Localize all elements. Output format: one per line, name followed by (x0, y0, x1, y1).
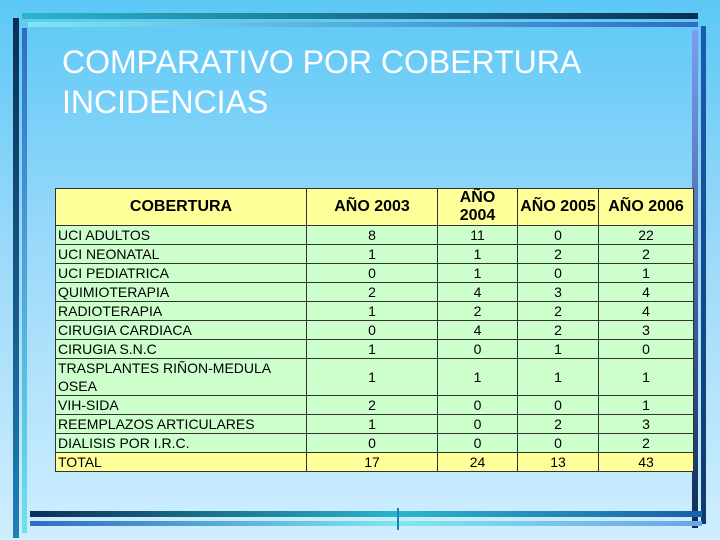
slide-title-line-1: COMPARATIVO POR COBERTURA (62, 44, 582, 80)
cell-2004: 1 (438, 245, 518, 264)
cell-2003: 0 (307, 321, 438, 340)
cell-2006: 2 (599, 434, 694, 453)
cell-2004: 0 (438, 340, 518, 359)
header-2006: AÑO 2006 (599, 189, 694, 226)
cell-2003: 8 (307, 226, 438, 245)
cell-2006: 2 (599, 245, 694, 264)
row-label: DIALISIS POR I.R.C. (56, 434, 307, 453)
row-label: UCI NEONATAL (56, 245, 307, 264)
row-label: VIH-SIDA (56, 396, 307, 415)
row-label: CIRUGIA S.N.C (56, 340, 307, 359)
header-2004: AÑO 2004 (438, 189, 518, 226)
frame-bar-bottom (30, 511, 702, 517)
frame-bar-right-outer (701, 26, 706, 524)
row-label: TRASPLANTES RIÑON-MEDULA OSEA (56, 359, 307, 396)
cell-2004: 0 (438, 434, 518, 453)
cell-2005: 1 (518, 359, 599, 396)
table-row (56, 245, 694, 264)
cell-2003: 2 (307, 396, 438, 415)
table-header-row (56, 189, 694, 226)
cell-2003: 1 (307, 245, 438, 264)
cell-2005: 2 (518, 415, 599, 434)
frame-tick (397, 508, 399, 530)
total-2006: 43 (599, 453, 694, 472)
cell-2005: 0 (518, 396, 599, 415)
cell-2003: 1 (307, 302, 438, 321)
cell-2006: 1 (599, 359, 694, 396)
cell-2004: 0 (438, 396, 518, 415)
cell-2006: 1 (599, 264, 694, 283)
table-row (56, 340, 694, 359)
frame-bar-bottom-inner (30, 521, 702, 526)
cell-2004: 1 (438, 359, 518, 396)
total-label: TOTAL (56, 453, 307, 472)
header-2003: AÑO 2003 (307, 189, 438, 226)
row-label: CIRUGIA CARDIACA (56, 321, 307, 340)
coverage-table (55, 188, 694, 472)
cell-2006: 22 (599, 226, 694, 245)
cell-2006: 4 (599, 283, 694, 302)
cell-2006: 3 (599, 321, 694, 340)
cell-2003: 0 (307, 264, 438, 283)
slide-title-line-2: INCIDENCIAS (62, 84, 269, 120)
table-row (56, 434, 694, 453)
cell-2003: 1 (307, 340, 438, 359)
total-2003: 17 (307, 453, 438, 472)
row-label: UCI PEDIATRICA (56, 264, 307, 283)
table-row (56, 302, 694, 321)
table-row (56, 359, 694, 396)
row-label: QUIMIOTERAPIA (56, 283, 307, 302)
table-row (56, 226, 694, 245)
cell-2003: 2 (307, 283, 438, 302)
cell-2005: 0 (518, 226, 599, 245)
cell-2005: 2 (518, 245, 599, 264)
cell-2006: 1 (599, 396, 694, 415)
cell-2004: 4 (438, 283, 518, 302)
cell-2004: 4 (438, 321, 518, 340)
cell-2005: 3 (518, 283, 599, 302)
table-row (56, 396, 694, 415)
frame-bar-left (13, 18, 19, 538)
table-row (56, 283, 694, 302)
cell-2005: 0 (518, 264, 599, 283)
cell-2003: 1 (307, 415, 438, 434)
total-2005: 13 (518, 453, 599, 472)
cell-2006: 4 (599, 302, 694, 321)
slide-title (62, 42, 682, 122)
cell-2006: 3 (599, 415, 694, 434)
cell-2005: 2 (518, 321, 599, 340)
cell-2003: 1 (307, 359, 438, 396)
table-row (56, 415, 694, 434)
row-label: REEMPLAZOS ARTICULARES (56, 415, 307, 434)
row-label: RADIOTERAPIA (56, 302, 307, 321)
cell-2005: 2 (518, 302, 599, 321)
total-2004: 24 (438, 453, 518, 472)
cell-2004: 0 (438, 415, 518, 434)
header-cobertura: COBERTURA (56, 189, 307, 226)
table-row (56, 264, 694, 283)
frame-bar-left-inner (22, 28, 27, 533)
cell-2005: 0 (518, 434, 599, 453)
header-2005: AÑO 2005 (518, 189, 599, 226)
table-row (56, 321, 694, 340)
cell-2006: 0 (599, 340, 694, 359)
cell-2004: 11 (438, 226, 518, 245)
cell-2003: 0 (307, 434, 438, 453)
cell-2004: 1 (438, 264, 518, 283)
table-total-row (56, 453, 694, 472)
cell-2005: 1 (518, 340, 599, 359)
frame-bar-top-inner (28, 22, 698, 27)
frame-bar-top (22, 13, 698, 19)
cell-2004: 2 (438, 302, 518, 321)
row-label: UCI ADULTOS (56, 226, 307, 245)
